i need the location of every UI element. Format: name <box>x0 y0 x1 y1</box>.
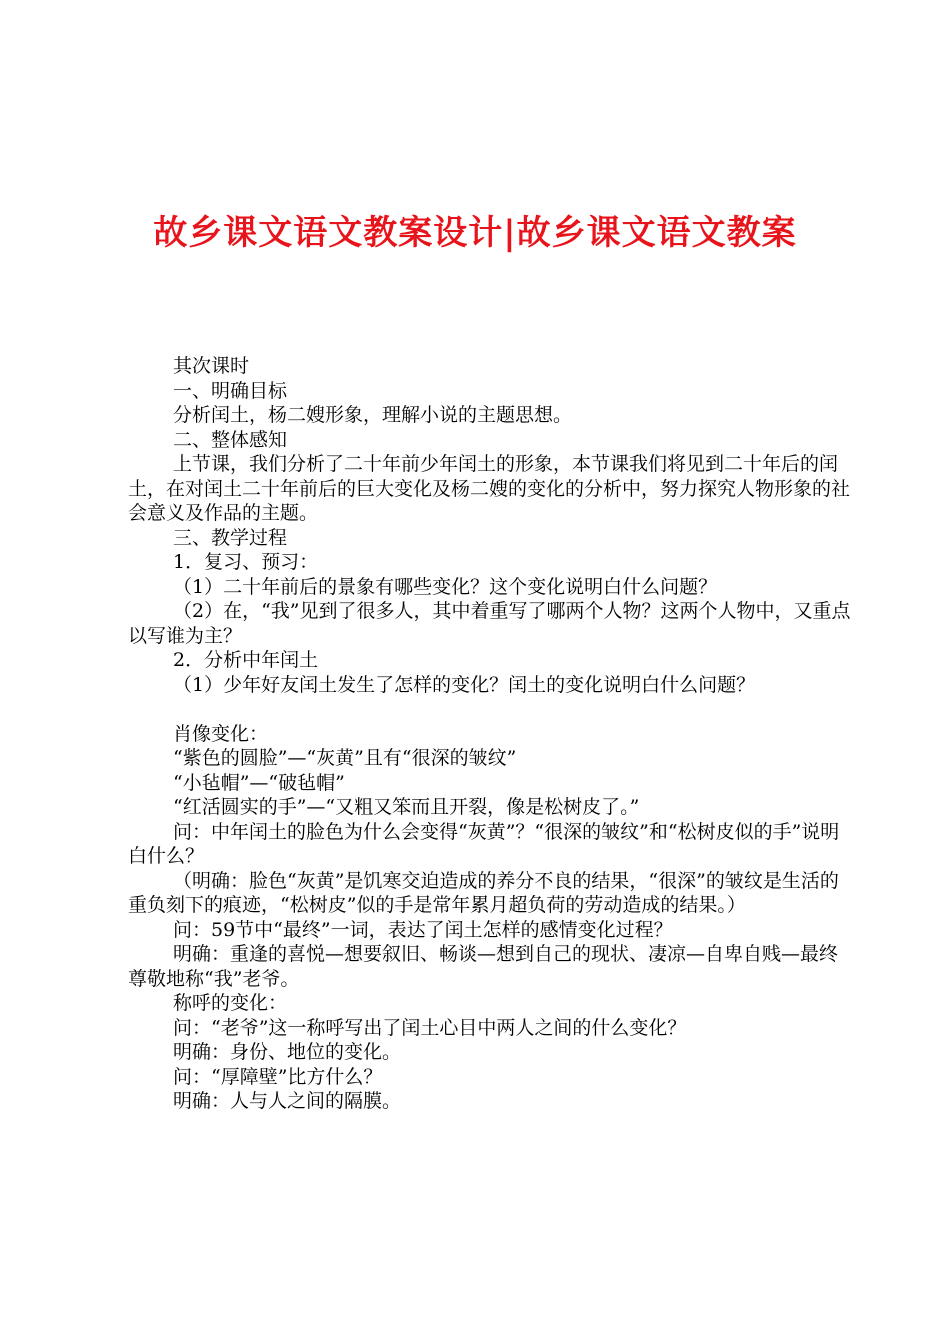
blank-line <box>128 697 852 722</box>
answer-finally: 明确：重逢的喜悦—想要叙旧、畅谈—想到自己的现状、凄凉—自卑自贱—最终尊敬地称“我”老爷。 <box>128 943 839 990</box>
answer-laoye: 明确：身份、地位的变化。 <box>173 1041 402 1063</box>
question-runtu-change: （1）少年好友闰土发生了怎样的变化？闰土的变化说明白什么问题？ <box>173 673 756 696</box>
paragraph-overview: 上节课，我们分析了二十年前少年闰土的形象，本节课我们将见到二十年后的闰土，在对闰土二十年前后的巨大变化及杨二嫂的变化的分析中，努力探究人物形象的社会意义及作品的主题。 <box>128 453 851 524</box>
heading-portrait-change: 肖像变化： <box>173 722 269 745</box>
question-complexion: 问：中年闰土的脸色为什么会变得“灰黄”？“很深的皱纹”和“松树皮似的手”说明白什么？ <box>128 820 840 867</box>
heading-address-change: 称呼的变化： <box>173 992 288 1014</box>
step-review: 1．复习、预习： <box>173 551 319 573</box>
question-characters: （2）在，“我”见到了很多人，其中着重写了哪两个人物？这两个人物中，又重点以写谁为主？ <box>128 600 851 647</box>
answer-barrier: 明确：人与人之间的隔膜。 <box>173 1090 402 1112</box>
portrait-hands: “红活圆实的手”—“又粗又笨而且开裂，像是松树皮了。” <box>173 796 640 818</box>
step-analysis: 2．分析中年闰土 <box>173 649 319 671</box>
portrait-hat: “小毡帽”—“破毡帽” <box>173 771 345 794</box>
heading-process: 三、教学过程 <box>173 526 288 549</box>
question-barrier: 问：“厚障壁”比方什么？ <box>173 1065 383 1088</box>
portrait-face: “紫色的圆脸”—“灰黄”且有“很深的皱纹” <box>173 747 517 769</box>
heading-objectives: 一、明确目标 <box>173 379 288 402</box>
paragraph-lesson-number: 其次课时 <box>173 355 250 377</box>
document-title: 故乡课文语文教案设计|故乡课文语文教案 <box>153 213 797 253</box>
question-scenery: （1）二十年前后的景象有哪些变化？这个变化说明白什么问题？ <box>173 575 718 598</box>
document-body <box>128 354 852 1114</box>
answer-complexion: （明确：脸色“灰黄”是饥寒交迫造成的养分不良的结果，“很深”的皱纹是生活的重负刻下的痕迹，“松树皮”似的手是常年累月超负荷的劳动造成的结果。） <box>128 869 839 916</box>
question-laoye: 问：“老爷”这一称呼写出了闰土心目中两人之间的什么变化？ <box>173 1016 687 1039</box>
heading-overview: 二、整体感知 <box>173 428 288 451</box>
question-finally: 问：59节中“最终”一词，表达了闰土怎样的感情变化过程？ <box>173 918 673 941</box>
paragraph-objectives: 分析闰土，杨二嫂形象，理解小说的主题思想。 <box>173 404 573 426</box>
